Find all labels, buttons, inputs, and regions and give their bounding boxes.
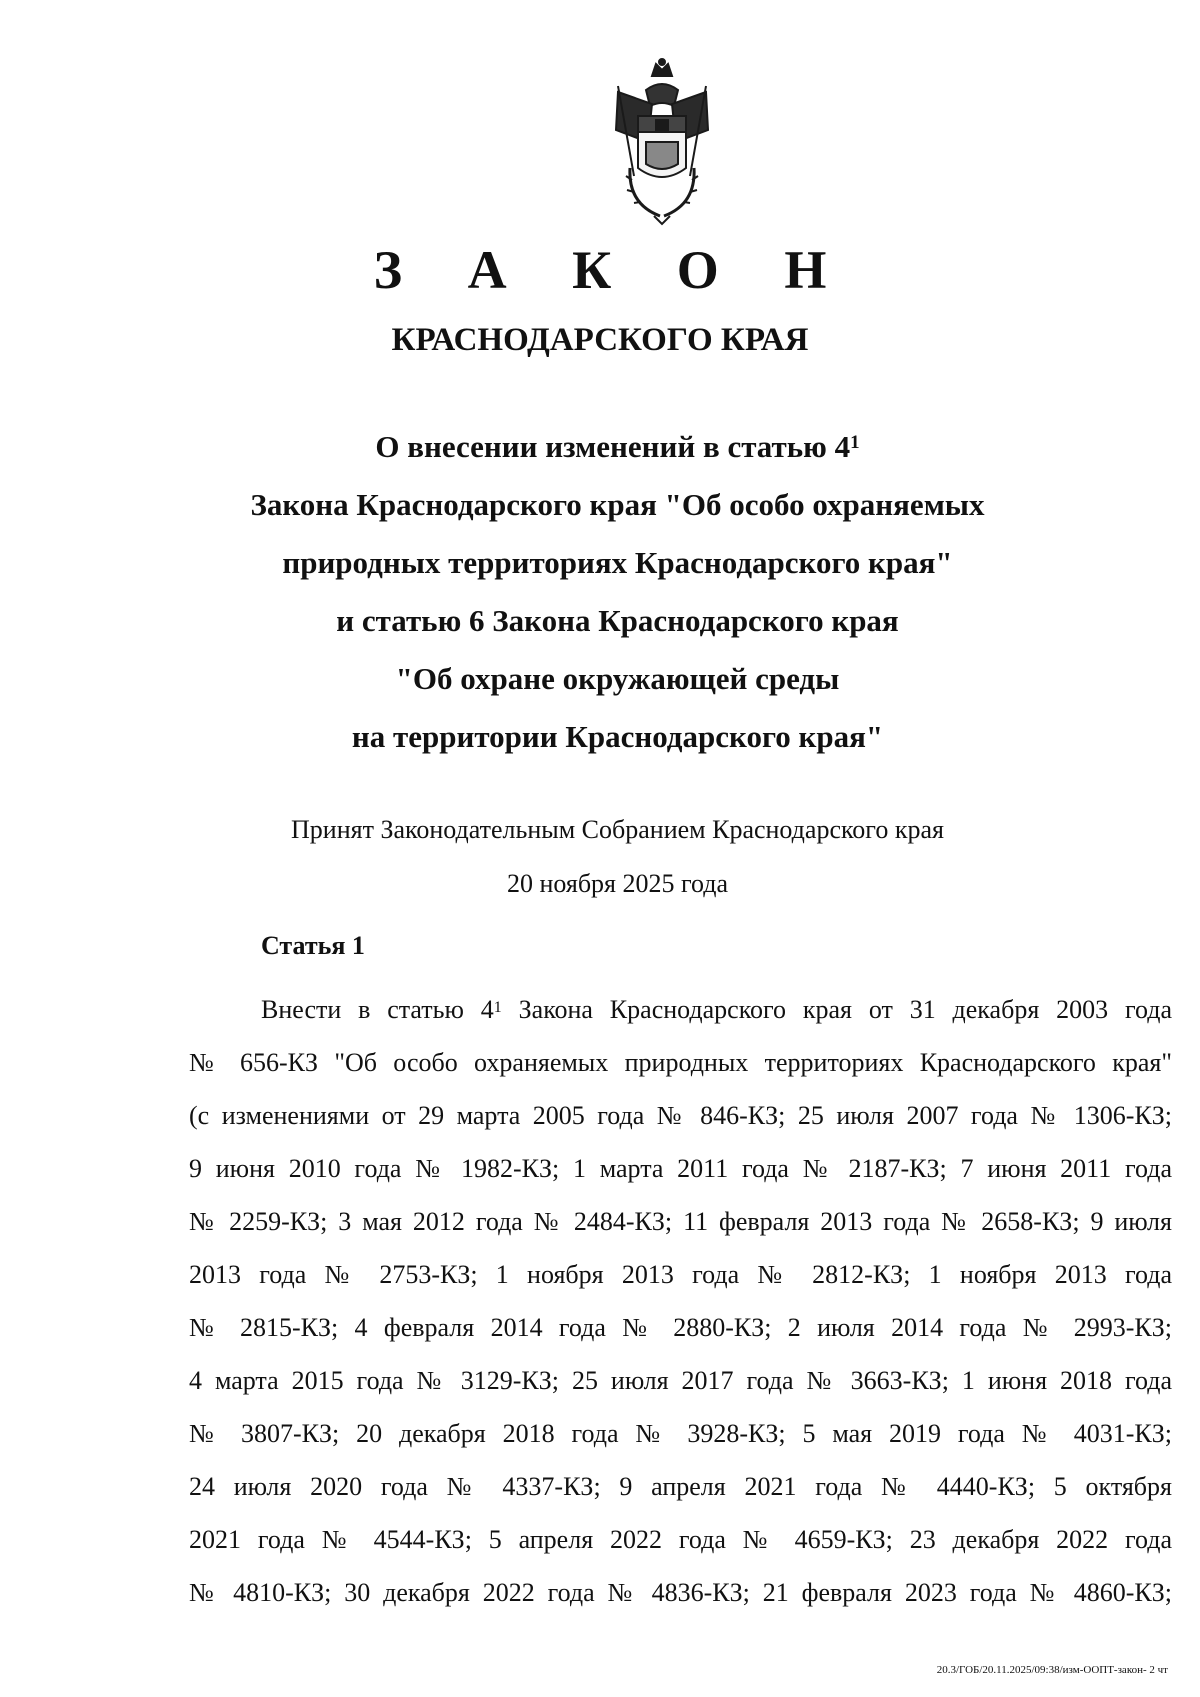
body-superscript: 1 [493,999,502,1016]
heading-line: природных территориях Краснодарского края" [282,545,953,580]
coat-of-arms-icon [598,56,726,228]
body-line: 4 марта 2015 года № 3129-КЗ; 25 июля 2017 года № 3663-КЗ; 1 июня 2018 года [189,1366,1172,1395]
document-subtitle: КРАСНОДАРСКОГО КРАЯ [391,322,809,358]
adoption-line: Принят Законодательным Собранием Краснодарского края [291,815,944,844]
heading-line: и статью 6 Закона Краснодарского края [336,603,899,638]
document-title: З А К О Н [373,240,853,300]
body-line: Внести в статью $4^1$ Закона Краснодарского края от 31 декабря 2003 года [261,995,1172,1024]
body-line: № 4810-КЗ; 30 декабря 2022 года № 4836-КЗ; 21 февраля 2023 года № 4860-КЗ; [189,1578,1172,1607]
body-line: № 656-КЗ "Об особо охраняемых природных территориях Краснодарского края" [189,1048,1172,1077]
heading-line: О внесении изменений в статью $4^1$ [375,429,860,464]
heading-line: на территории Краснодарского края" [351,719,884,754]
document-footer-code: 20.3/ГОБ/20.11.2025/09:38/изм-ООПТ-закон- 2 чт [936,1664,1168,1676]
body-line: № 2815-КЗ; 4 февраля 2014 года № 2880-КЗ; 2 июля 2014 года № 2993-КЗ; [189,1313,1172,1342]
body-line: 9 июня 2010 года № 1982-КЗ; 1 марта 2011 года № 2187-КЗ; 7 июня 2011 года [189,1154,1172,1183]
body-line: 2021 года № 4544-КЗ; 5 апреля 2022 года № 4659-КЗ; 23 декабря 2022 года [189,1525,1172,1554]
heading-line: Закона Краснодарского края "Об особо охраняемых [250,487,985,522]
body-line: 24 июля 2020 года № 4337-КЗ; 9 апреля 2021 года № 4440-КЗ; 5 октября [189,1472,1172,1501]
adoption-note [0,803,1200,911]
heading-superscript: 1 [850,432,860,453]
adoption-date: 20 ноября 2025 года [506,869,729,898]
article-body [189,983,1172,1619]
article-title: Статья 1 [261,931,365,960]
body-line: № 2259-КЗ; 3 мая 2012 года № 2484-КЗ; 11 февраля 2013 года № 2658-КЗ; 9 июля [189,1207,1172,1236]
body-line: 2013 года № 2753-КЗ; 1 ноября 2013 года № 2812-КЗ; 1 ноября 2013 года [189,1260,1172,1289]
law-heading [0,418,1200,766]
body-line: (с изменениями от 29 марта 2005 года № 846-КЗ; 25 июля 2007 года № 1306-КЗ; [189,1101,1172,1130]
body-line: № 3807-КЗ; 20 декабря 2018 года № 3928-КЗ; 5 мая 2019 года № 4031-КЗ; [189,1419,1172,1448]
heading-line: "Об охране окружающей среды [395,661,840,696]
